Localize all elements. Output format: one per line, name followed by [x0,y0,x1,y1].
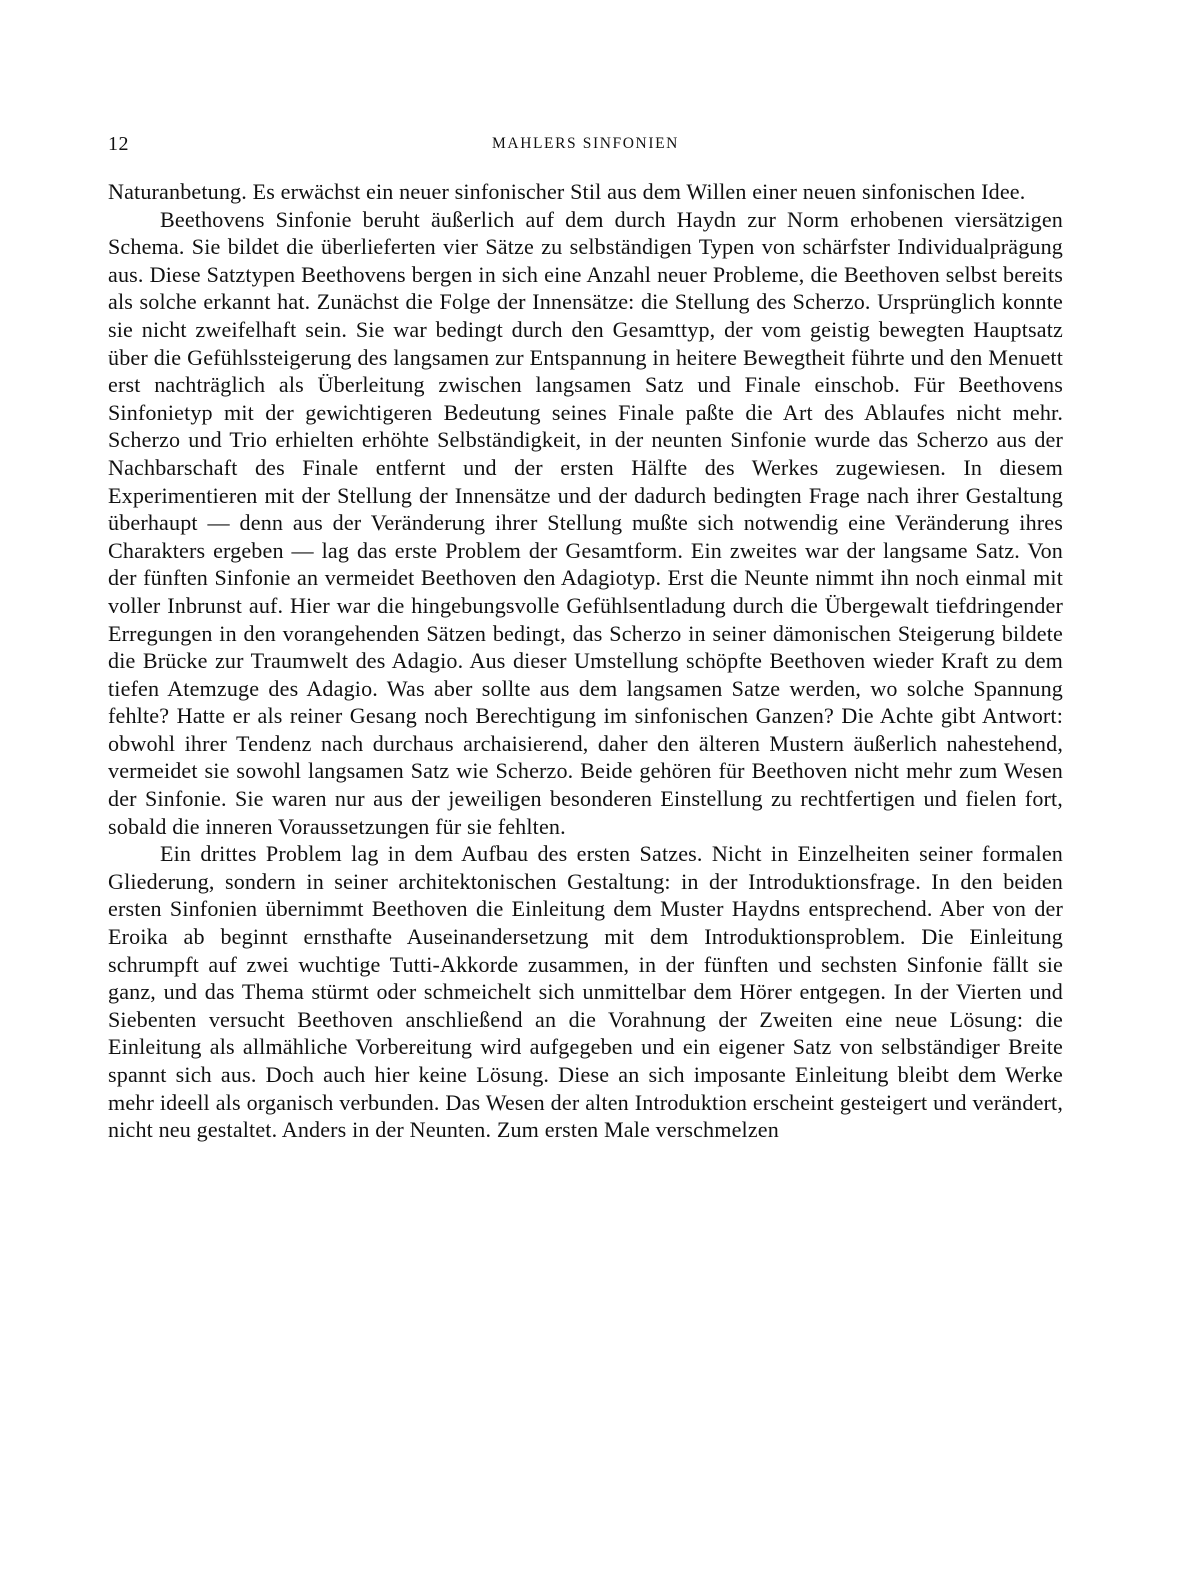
page-number: 12 [108,133,129,155]
paragraph-3: Ein drittes Problem lag in dem Aufbau des ersten Satzes. Nicht in Einzelheiten seiner formalen Gliederung, sondern in seiner architektonischen Gestaltung: in der Introduktionsfrage. In den beiden ersten Sinfonien übernimmt Beethoven die Einleitung dem Muster Haydns entsprechend. Aber von der Eroika ab beginnt ernsthafte Auseinandersetzung mit dem Introduktionsproblem. Die Einleitung schrumpft auf zwei wuchtige Tutti-Akkorde zusammen, in der fünften und sechsten Sinfonie fällt sie ganz, und das Thema stürmt oder schmeichelt sich unmittelbar dem Hörer entgegen. In der Vierten und Siebenten versucht Beethoven anschließend an die Vorahnung der Zweiten eine neue Lösung: die Einleitung als allmähliche Vorbereitung wird aufgegeben und ein eigener Satz von selbständiger Breite spannt sich aus. Doch auch hier keine Lösung. Diese an sich imposante Einleitung bleibt dem Werke mehr ideell als organisch verbunden. Das Wesen der alten Introduktion erscheint gesteigert und verändert, nicht neu gestaltet. Anders in der Neunten. Zum ersten Male verschmelzen [108,841,1063,1143]
running-title: MAHLERS SINFONIEN [492,135,679,152]
body-text [108,178,1063,1144]
paragraph-2: Beethovens Sinfonie beruht äußerlich auf dem durch Haydn zur Norm erhobenen viersätzigen Schema. Sie bildet die überlieferten vier Sätze zu selbständigen Typen von schärfster Individualprägung aus. Diese Satztypen Beethovens bergen in sich eine Anzahl neuer Probleme, die Beethoven selbst bereits als solche erkannt hat. Zunächst die Folge der Innensätze: die Stellung des Scherzo. Ursprünglich konnte sie nicht zweifelhaft sein. Sie war bedingt durch den Gesamttyp, der vom geistig bewegten Hauptsatz über die Gefühlssteigerung des langsamen zur Entspannung in heitere Bewegtheit führte und den Menuett erst nachträglich als Überleitung zwischen langsamen Satz und Finale einschob. Für Beethovens Sinfonietyp mit der gewichtigeren Bedeutung seines Finale paßte die Art des Ablaufes nicht mehr. Scherzo und Trio erhielten erhöhte Selbständigkeit, in der neunten Sinfonie wurde das Scherzo aus der Nachbarschaft des Finale entfernt und der ersten Hälfte des Werkes zugewiesen. In diesem Experimentieren mit der Stellung der Innensätze und der dadurch bedingten Frage nach ihrer Gestaltung überhaupt — denn aus der Veränderung ihrer Stellung mußte sich notwendig eine Veränderung ihres Charakters ergeben — lag das erste Problem der Gesamtform. Ein zweites war der langsame Satz. Von der fünften Sinfonie an vermeidet Beethoven den Adagiotyp. Erst die Neunte nimmt ihn noch einmal mit voller Inbrunst auf. Hier war die hingebungsvolle Gefühlsentladung durch die Übergewalt tiefdringender Erregungen in den vorangehenden Sätzen bedingt, das Scherzo in seiner dämonischen Steigerung bildete die Brücke zur Traumwelt des Adagio. Aus dieser Umstellung schöpfte Beethoven wieder Kraft zu dem tiefen Atemzuge des Adagio. Was aber sollte aus dem langsamen Satze werden, wo solche Spannung fehlte? Hatte er als reiner Gesang noch Berechtigung im sinfonischen Ganzen? Die Achte gibt Antwort: obwohl ihrer Tendenz nach durchaus archaisierend, daher den älteren Mustern äußerlich nahestehend, vermeidet sie sowohl langsamen Satz wie Scherzo. Beide gehören für Beethoven nicht mehr zum Wesen der Sinfonie. Sie waren nur aus der jeweiligen besonderen Einstellung zu rechtfertigen und fielen fort, sobald die inneren Voraussetzungen für sie fehlten. [108,206,1063,839]
running-header [108,133,1063,161]
paragraph-1: Naturanbetung. Es erwächst ein neuer sinfonischer Stil aus dem Willen einer neuen sinfonischen Idee. [108,179,1026,204]
